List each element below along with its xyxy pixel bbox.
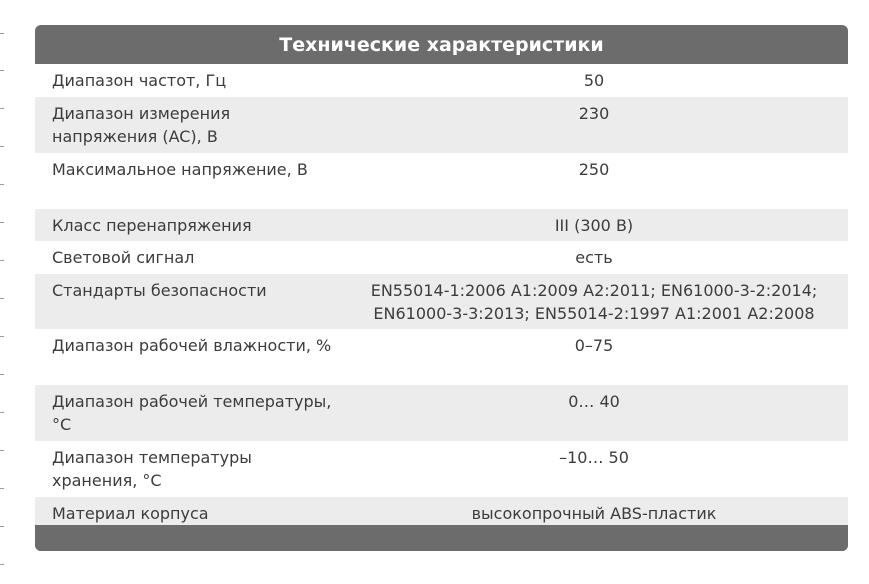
row-value: –10… 50 [559,448,629,467]
table-body [35,64,848,529]
edge-mark [0,298,4,299]
row-label: Класс перенапряжения [52,216,252,235]
row-value: III (300 В) [554,216,634,235]
row-label: Диапазон рабочей влажности, % [52,336,332,355]
row-value: 50 [583,71,605,90]
table-row [35,241,848,274]
edge-mark [0,146,4,147]
edge-mark [0,108,4,109]
edge-mark [0,412,4,413]
edge-mark [0,526,4,527]
table-row [35,153,848,209]
row-label: Световой сигнал [52,248,195,267]
row-label: Диапазон температуры хранения, °С [52,448,252,490]
row-value: EN55014-1:2006 A1:2009 A2:2011; EN61000-3-2:2014; EN61000-3-3:2013; EN55014-2:1997 A1:2001 A2:2008 [370,281,818,323]
row-label: Диапазон частот, Гц [52,71,227,90]
table-title: Технические характеристики [279,34,604,56]
edge-mark [0,222,4,223]
table-row [35,329,848,385]
row-label: Диапазон измерения напряжения (AC), В [52,104,231,146]
table-row [35,97,848,153]
row-label: Диапазон рабочей температуры, °С [52,392,332,434]
edge-mark [0,70,4,71]
table-row [35,209,848,241]
row-value: 250 [578,160,610,179]
specs-table [35,25,848,551]
edge-mark [0,450,4,451]
row-value: высокопрочный ABS-пластик [471,504,717,523]
row-label: Стандарты безопасности [52,281,267,300]
edge-mark [0,336,4,337]
edge-mark [0,33,4,34]
edge-mark [0,260,4,261]
edge-mark [0,374,4,375]
row-value: 230 [578,104,610,123]
page-edge-marks [0,0,6,584]
table-row [35,64,848,97]
edge-mark [0,184,4,185]
row-label: Максимальное напряжение, В [52,160,308,179]
table-row [35,385,848,441]
edge-mark [0,488,4,489]
row-label: Материал корпуса [52,504,209,523]
row-value: 0… 40 [568,392,620,411]
table-row [35,274,848,329]
row-value: есть [575,248,613,267]
edge-mark [0,564,4,565]
table-row [35,441,848,497]
table-footer [35,525,848,551]
row-value: 0–75 [574,336,614,355]
